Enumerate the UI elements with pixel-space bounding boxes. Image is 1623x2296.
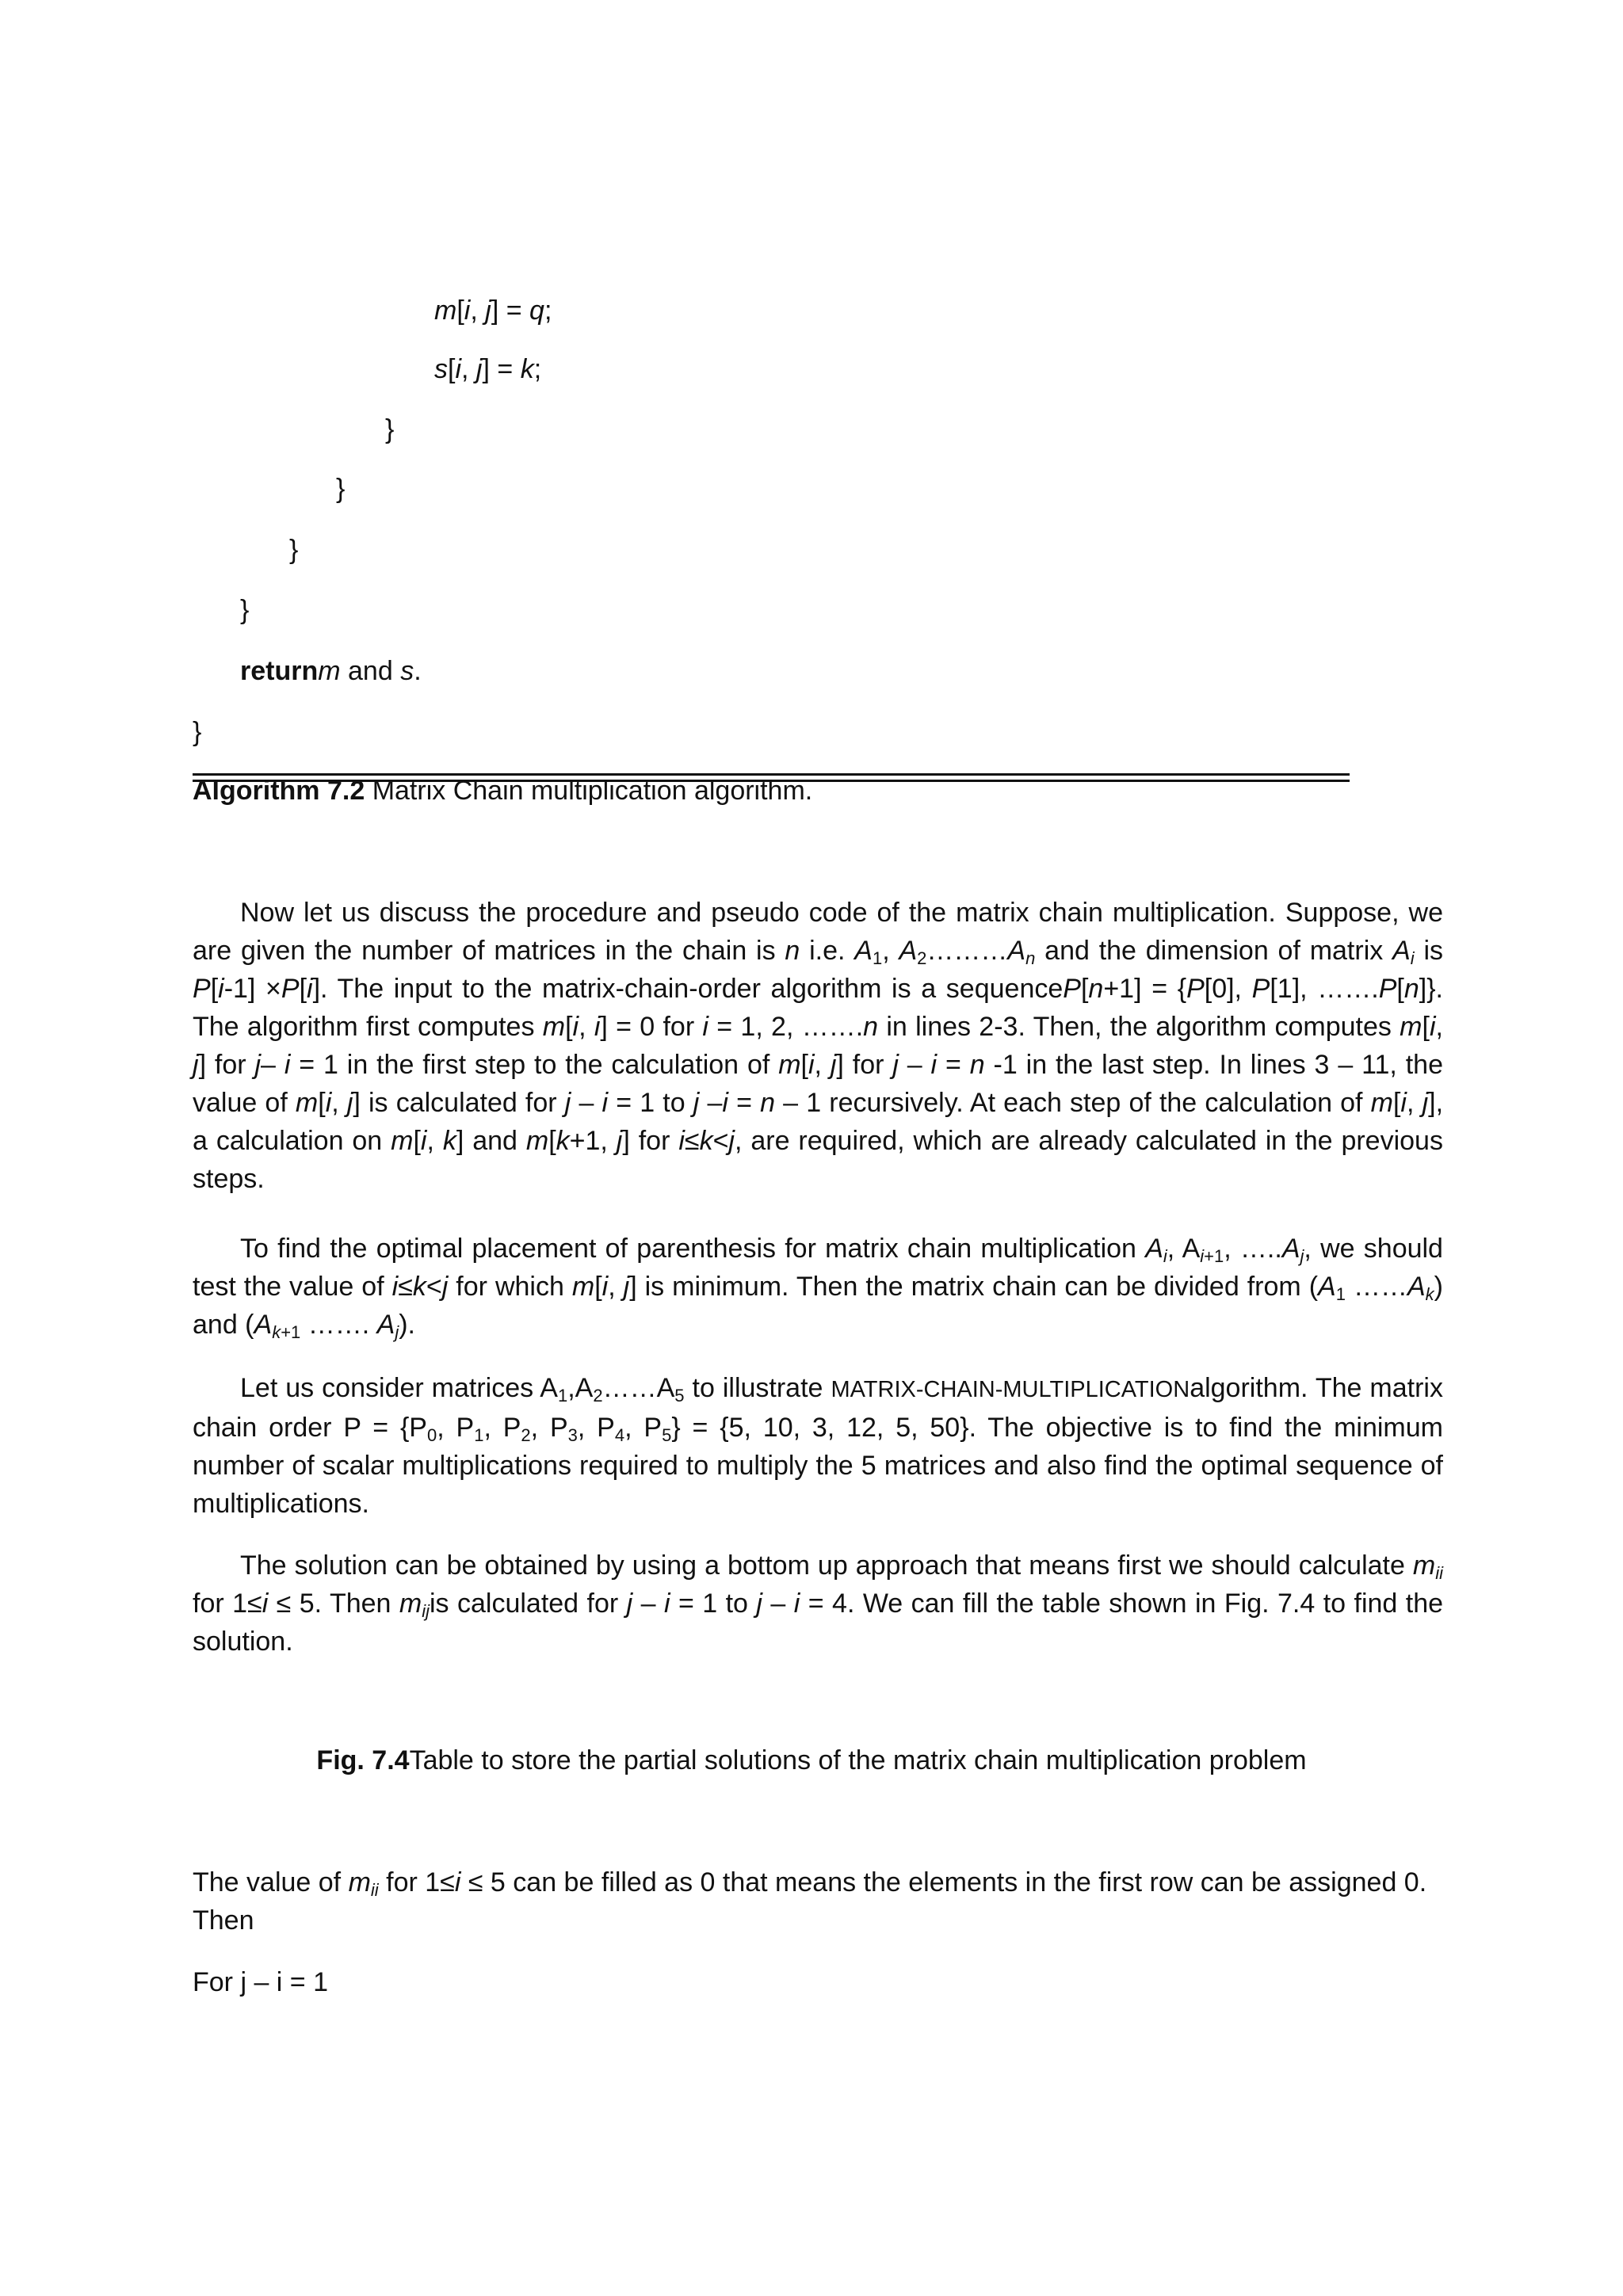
code-brace: }: [336, 474, 346, 504]
code-line-s: s[i, j] = k;: [434, 354, 542, 384]
paragraph-1: Now let us discuss the procedure and pseudo code of the matrix chain multiplication. Suppose, we are given the number of matrices in the chain is n i.e. $A_1$, $A_2\dots\dots\dots A_n$ and the dimension of matrix $A_i$ is P[i-1] ×P[i]. The input to the matrix-chain-order algorithm is a sequenceP[n+1] = {P[0], P[1], …….P[n]}. The algorithm first computes m[i, i] = 0 for i = 1, 2, …….n in lines 2-3. Then, the algorithm computes m[i, j] for j– i = 1 in the first step to the calculation of m[i, j] for j – i = n -1 in the last step. In lines 3 – 11, the value of m[i, j] is calculated for j – i = 1 to j –i = n – 1 recursively. At each step of the calculation of m[i, j], a calculation on m[i, k] and m[k+1, j] for i≤k<j, are required, which are already calculated in the previous steps.: [193, 898, 1444, 1194]
algorithm-caption: [193, 775, 812, 807]
paragraph-5: The value of $m_{ii}$ for 1≤i ≤ 5 can be filled as 0 that means the elements in the first row can be assigned 0. Then: [193, 1867, 1427, 1936]
code-return: returnm and s.: [240, 656, 422, 686]
figure-caption-text: Table to store the partial solutions of the matrix chain multiplication problem: [409, 1745, 1307, 1775]
paragraph-2: To find the optimal placement of parenthesis for matrix chain multiplication $A_i$, $A_{i+1}$, $\dots..A_j$, we should test the value of i≤k<j for which m[i, j] is minimum. Then the matrix chain can be divided from ($A_1$ $\dots\dots A_k$) and ($A_{k+1}$ ……. $A_j$).: [193, 1234, 1443, 1342]
paragraph-3: Let us consider matrices $A_1,A_2\dots\dots A_5$ to illustrate MATRIX-CHAIN-MULTIPLICATIONalgorithm. The matrix chain order $P = \{P_0$, $P_1$, $P_2$, $P_3$, $P_4$, $P_5\} = \{5$, 10, 3, 12, 5, 50}. The objective is to find the minimum number of scalar multiplications required to multiply the 5 matrices and also find the optimal sequence of multiplications.: [193, 1373, 1443, 1519]
figure-caption: [0, 1741, 1623, 1779]
code-brace: }: [385, 414, 395, 444]
code-line-m: m[i, j] = q;: [434, 296, 552, 326]
paragraph-4: The solution can be obtained by using a bottom up approach that means first we should calculate $m_{ii}$ for 1≤i ≤ 5. Then $m_{ij}is$ calculated for j – i = 1 to j – i = 4. We can fill the table shown in Fig. 7.4 to find the solution.: [193, 1550, 1444, 1657]
return-keyword: return: [240, 656, 319, 686]
paragraph-6: For j – i = 1: [193, 1967, 329, 1997]
code-brace: }: [240, 595, 250, 625]
figure-label: Fig. 7.4: [316, 1745, 410, 1775]
algorithm-label: Algorithm 7.2: [193, 776, 365, 806]
code-brace: }: [289, 535, 299, 565]
algorithm-caption-text: Matrix Chain multiplication algorithm.: [365, 776, 813, 806]
code-brace: }: [193, 717, 202, 747]
